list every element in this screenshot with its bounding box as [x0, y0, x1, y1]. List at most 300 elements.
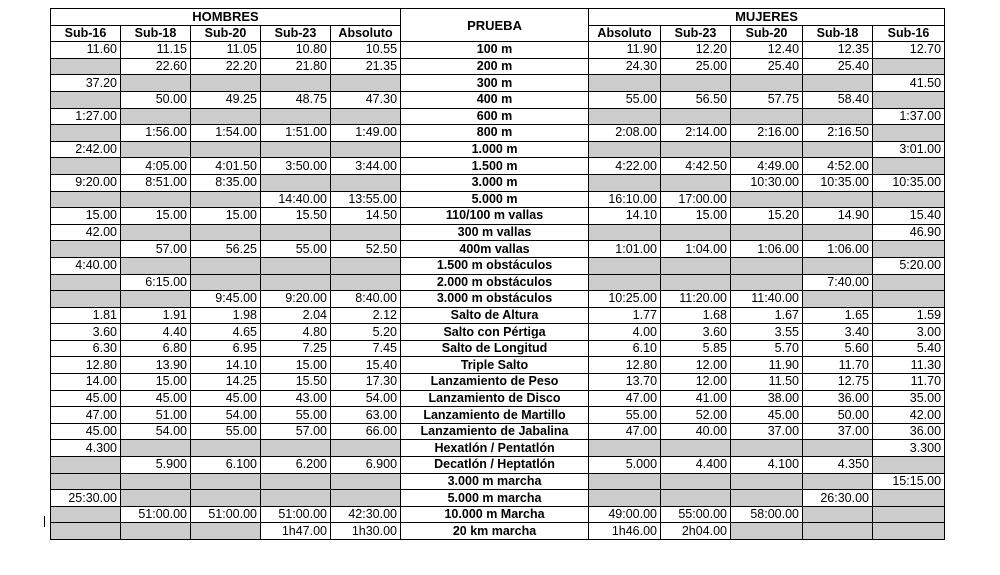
mujeres-mark-cell: 1:06.00	[803, 241, 873, 258]
mujeres-mark-cell: 12.00	[661, 357, 731, 374]
hombres-mark-cell	[331, 141, 401, 158]
hombres-mark-cell: 12.80	[51, 357, 121, 374]
hombres-mark-cell: 42.00	[51, 224, 121, 241]
mujeres-mark-cell: 11.70	[803, 357, 873, 374]
mujeres-mark-cell: 2:14.00	[661, 125, 731, 142]
mujeres-mark-cell	[873, 125, 945, 142]
mujeres-mark-cell: 36.00	[873, 423, 945, 440]
hombres-mark-cell: 25:30.00	[51, 490, 121, 507]
mujeres-mark-cell: 2:08.00	[589, 125, 661, 142]
hombres-col-sub20: Sub-20	[191, 25, 261, 42]
mujeres-mark-cell: 5.000	[589, 457, 661, 474]
mujeres-mark-cell: 5.40	[873, 340, 945, 357]
mujeres-mark-cell: 12.70	[873, 42, 945, 59]
table-row	[51, 75, 945, 92]
mujeres-mark-cell: 12.80	[589, 357, 661, 374]
mujeres-mark-cell: 2h04.00	[661, 523, 731, 540]
hombres-mark-cell	[191, 75, 261, 92]
event-name-cell: Salto de Altura	[401, 307, 589, 324]
mujeres-mark-cell: 12.40	[731, 42, 803, 59]
mujeres-mark-cell	[803, 440, 873, 457]
event-name-cell: 1.500 m	[401, 158, 589, 175]
hombres-mark-cell	[51, 473, 121, 490]
hombres-mark-cell: 1:54.00	[191, 125, 261, 142]
hombres-mark-cell	[121, 191, 191, 208]
mujeres-mark-cell: 12.75	[803, 374, 873, 391]
event-name-cell: 1.000 m	[401, 141, 589, 158]
table-row	[51, 423, 945, 440]
mujeres-mark-cell: 49:00.00	[589, 506, 661, 523]
table-row	[51, 42, 945, 59]
mujeres-mark-cell	[661, 440, 731, 457]
mujeres-mark-cell	[803, 473, 873, 490]
hombres-mark-cell	[121, 75, 191, 92]
hombres-mark-cell: 9:20.00	[51, 174, 121, 191]
event-name-cell: 110/100 m vallas	[401, 208, 589, 225]
hombres-mark-cell: 56.25	[191, 241, 261, 258]
mujeres-mark-cell: 3:01.00	[873, 141, 945, 158]
hombres-mark-cell: 51.00	[121, 407, 191, 424]
event-name-cell: 400m vallas	[401, 241, 589, 258]
hombres-mark-cell	[51, 506, 121, 523]
mujeres-mark-cell	[803, 291, 873, 308]
mujeres-mark-cell: 11.70	[873, 374, 945, 391]
mujeres-mark-cell: 56.50	[661, 91, 731, 108]
mujeres-mark-cell	[731, 75, 803, 92]
hombres-mark-cell	[51, 158, 121, 175]
mujeres-mark-cell: 11.50	[731, 374, 803, 391]
mujeres-mark-cell	[661, 490, 731, 507]
hombres-mark-cell	[191, 523, 261, 540]
mujeres-mark-cell	[731, 191, 803, 208]
hombres-mark-cell: 47.00	[51, 407, 121, 424]
mujeres-mark-cell: 47.00	[589, 390, 661, 407]
mujeres-mark-cell	[661, 108, 731, 125]
hombres-mark-cell	[261, 174, 331, 191]
mujeres-mark-cell: 5.60	[803, 340, 873, 357]
mujeres-mark-cell	[731, 490, 803, 507]
table-row	[51, 224, 945, 241]
table-row	[51, 141, 945, 158]
hombres-col-sub18: Sub-18	[121, 25, 191, 42]
table-row	[51, 125, 945, 142]
mujeres-mark-cell: 11.90	[589, 42, 661, 59]
mujeres-mark-cell: 1.59	[873, 307, 945, 324]
mujeres-mark-cell: 14.90	[803, 208, 873, 225]
mujeres-mark-cell: 4.350	[803, 457, 873, 474]
hombres-mark-cell: 22.60	[121, 58, 191, 75]
mujeres-mark-cell: 38.00	[731, 390, 803, 407]
mujeres-mark-cell: 55.00	[589, 407, 661, 424]
hombres-mark-cell	[261, 75, 331, 92]
event-name-cell: 2.000 m obstáculos	[401, 274, 589, 291]
mujeres-mark-cell: 47.00	[589, 423, 661, 440]
mujeres-mark-cell: 3.55	[731, 324, 803, 341]
mujeres-mark-cell: 1:37.00	[873, 108, 945, 125]
event-name-cell: Hexatlón / Pentatlón	[401, 440, 589, 457]
mujeres-mark-cell: 11.90	[731, 357, 803, 374]
mujeres-mark-cell: 17:00.00	[661, 191, 731, 208]
mujeres-mark-cell	[589, 108, 661, 125]
hombres-mark-cell: 13:55.00	[331, 191, 401, 208]
hombres-mark-cell: 4.65	[191, 324, 261, 341]
hombres-mark-cell: 14.00	[51, 374, 121, 391]
mujeres-mark-cell: 57.75	[731, 91, 803, 108]
hombres-mark-cell: 1h30.00	[331, 523, 401, 540]
mujeres-col-sub20: Sub-20	[731, 25, 803, 42]
mujeres-mark-cell	[661, 473, 731, 490]
hombres-mark-cell: 57.00	[261, 423, 331, 440]
mujeres-mark-cell	[873, 241, 945, 258]
mujeres-mark-cell	[661, 141, 731, 158]
mujeres-mark-cell: 15.20	[731, 208, 803, 225]
mujeres-mark-cell	[589, 473, 661, 490]
mujeres-mark-cell: 10:35.00	[803, 174, 873, 191]
mujeres-mark-cell: 1.67	[731, 307, 803, 324]
mujeres-mark-cell: 37.00	[803, 423, 873, 440]
mujeres-mark-cell: 55:00.00	[661, 506, 731, 523]
hombres-mark-cell: 66.00	[331, 423, 401, 440]
mujeres-mark-cell: 11:40.00	[731, 291, 803, 308]
hombres-mark-cell	[331, 473, 401, 490]
mujeres-mark-cell	[873, 506, 945, 523]
mujeres-mark-cell: 46.90	[873, 224, 945, 241]
mujeres-mark-cell: 25.40	[803, 58, 873, 75]
hombres-mark-cell: 11.05	[191, 42, 261, 59]
hombres-mark-cell: 5.20	[331, 324, 401, 341]
mujeres-mark-cell	[589, 274, 661, 291]
hombres-mark-cell: 6:15.00	[121, 274, 191, 291]
mujeres-mark-cell: 45.00	[731, 407, 803, 424]
mujeres-mark-cell: 41.50	[873, 75, 945, 92]
mujeres-mark-cell: 25.40	[731, 58, 803, 75]
mujeres-mark-cell	[589, 141, 661, 158]
event-name-cell: 400 m	[401, 91, 589, 108]
event-name-cell: 5.000 m	[401, 191, 589, 208]
hombres-mark-cell: 54.00	[121, 423, 191, 440]
hombres-mark-cell: 55.00	[261, 407, 331, 424]
mujeres-mark-cell	[589, 490, 661, 507]
hombres-mark-cell: 47.30	[331, 91, 401, 108]
hombres-mark-cell	[331, 224, 401, 241]
mujeres-mark-cell: 5:20.00	[873, 257, 945, 274]
mujeres-mark-cell: 1.77	[589, 307, 661, 324]
mujeres-mark-cell	[589, 440, 661, 457]
hombres-mark-cell: 42:30.00	[331, 506, 401, 523]
table-row	[51, 473, 945, 490]
mujeres-mark-cell: 1:04.00	[661, 241, 731, 258]
table-row	[51, 523, 945, 540]
hombres-mark-cell	[261, 141, 331, 158]
hombres-mark-cell: 2:42.00	[51, 141, 121, 158]
minimum-marks-table	[50, 8, 945, 540]
mujeres-mark-cell: 26:30.00	[803, 490, 873, 507]
hombres-mark-cell: 3:44.00	[331, 158, 401, 175]
hombres-mark-cell: 15.00	[51, 208, 121, 225]
mujeres-mark-cell: 13.70	[589, 374, 661, 391]
mujeres-mark-cell: 58.40	[803, 91, 873, 108]
hombres-mark-cell: 50.00	[121, 91, 191, 108]
hombres-mark-cell: 49.25	[191, 91, 261, 108]
hombres-mark-cell: 15.40	[331, 357, 401, 374]
mujeres-mark-cell	[803, 191, 873, 208]
mujeres-mark-cell	[661, 75, 731, 92]
hombres-mark-cell	[121, 257, 191, 274]
hombres-mark-cell: 4:40.00	[51, 257, 121, 274]
mujeres-mark-cell: 2:16.00	[731, 125, 803, 142]
hombres-mark-cell: 15.50	[261, 208, 331, 225]
hombres-mark-cell: 45.00	[51, 390, 121, 407]
hombres-mark-cell	[121, 141, 191, 158]
hombres-mark-cell: 5.900	[121, 457, 191, 474]
hombres-mark-cell	[51, 125, 121, 142]
marks-table-body	[51, 42, 945, 540]
event-name-cell: Triple Salto	[401, 357, 589, 374]
mujeres-mark-cell: 37.00	[731, 423, 803, 440]
event-name-cell: Lanzamiento de Jabalina	[401, 423, 589, 440]
event-name-cell: 300 m	[401, 75, 589, 92]
mujeres-mark-cell: 4.400	[661, 457, 731, 474]
hombres-mark-cell: 17.30	[331, 374, 401, 391]
event-name-cell: Salto con Pértiga	[401, 324, 589, 341]
table-row	[51, 158, 945, 175]
hombres-mark-cell: 1.81	[51, 307, 121, 324]
mujeres-mark-cell	[803, 523, 873, 540]
mujeres-mark-cell	[873, 523, 945, 540]
mujeres-mark-cell	[731, 108, 803, 125]
mujeres-mark-cell: 3.60	[661, 324, 731, 341]
hombres-mark-cell: 8:51.00	[121, 174, 191, 191]
mujeres-mark-cell: 4:49.00	[731, 158, 803, 175]
event-name-cell: Lanzamiento de Disco	[401, 390, 589, 407]
table-row	[51, 91, 945, 108]
mujeres-mark-cell: 2:16.50	[803, 125, 873, 142]
hombres-mark-cell	[261, 274, 331, 291]
mujeres-mark-cell	[803, 224, 873, 241]
hombres-mark-cell: 1:27.00	[51, 108, 121, 125]
mujeres-mark-cell: 24.30	[589, 58, 661, 75]
hombres-mark-cell: 51:00.00	[261, 506, 331, 523]
mujeres-mark-cell: 52.00	[661, 407, 731, 424]
mujeres-mark-cell: 1.68	[661, 307, 731, 324]
hombres-mark-cell: 6.80	[121, 340, 191, 357]
mujeres-mark-cell	[731, 274, 803, 291]
hombres-mark-cell	[121, 523, 191, 540]
hombres-mark-cell: 4:05.00	[121, 158, 191, 175]
mujeres-mark-cell: 11:20.00	[661, 291, 731, 308]
event-name-cell: 300 m vallas	[401, 224, 589, 241]
mujeres-col-sub23: Sub-23	[661, 25, 731, 42]
table-row	[51, 208, 945, 225]
mujeres-mark-cell	[731, 523, 803, 540]
hombres-col-sub16: Sub-16	[51, 25, 121, 42]
mujeres-mark-cell: 5.85	[661, 340, 731, 357]
mujeres-mark-cell	[661, 274, 731, 291]
mujeres-mark-cell	[731, 440, 803, 457]
hombres-mark-cell: 9:20.00	[261, 291, 331, 308]
hombres-mark-cell: 15.00	[191, 208, 261, 225]
mujeres-mark-cell: 10:25.00	[589, 291, 661, 308]
mujeres-mark-cell: 10:35.00	[873, 174, 945, 191]
hombres-mark-cell: 63.00	[331, 407, 401, 424]
mujeres-mark-cell: 4:22.00	[589, 158, 661, 175]
table-row	[51, 457, 945, 474]
hombres-mark-cell: 1.91	[121, 307, 191, 324]
hombres-mark-cell	[51, 241, 121, 258]
hombres-mark-cell: 7.25	[261, 340, 331, 357]
mujeres-mark-cell	[873, 58, 945, 75]
hombres-mark-cell: 6.900	[331, 457, 401, 474]
mujeres-mark-cell: 15.00	[661, 208, 731, 225]
hombres-mark-cell: 45.00	[51, 423, 121, 440]
mujeres-mark-cell	[873, 291, 945, 308]
hombres-mark-cell	[191, 141, 261, 158]
table-row	[51, 108, 945, 125]
hombres-mark-cell: 22.20	[191, 58, 261, 75]
hombres-mark-cell: 54.00	[331, 390, 401, 407]
mujeres-mark-cell	[803, 75, 873, 92]
hombres-mark-cell: 54.00	[191, 407, 261, 424]
mujeres-mark-cell: 12.00	[661, 374, 731, 391]
table-row	[51, 58, 945, 75]
mujeres-mark-cell	[803, 108, 873, 125]
mujeres-mark-cell	[661, 174, 731, 191]
hombres-mark-cell	[191, 224, 261, 241]
hombres-mark-cell: 11.15	[121, 42, 191, 59]
hombres-mark-cell: 1:56.00	[121, 125, 191, 142]
event-name-cell: 20 km marcha	[401, 523, 589, 540]
hombres-mark-cell: 7.45	[331, 340, 401, 357]
hombres-mark-cell: 14.50	[331, 208, 401, 225]
mujeres-mark-cell: 4:52.00	[803, 158, 873, 175]
hombres-mark-cell	[261, 224, 331, 241]
minimum-marks-sheet	[50, 8, 945, 540]
hombres-mark-cell	[51, 523, 121, 540]
mujeres-mark-cell: 10:30.00	[731, 174, 803, 191]
mujeres-group-header: MUJERES	[589, 9, 945, 26]
mujeres-mark-cell: 1h46.00	[589, 523, 661, 540]
mujeres-mark-cell	[661, 224, 731, 241]
mujeres-mark-cell: 1:06.00	[731, 241, 803, 258]
hombres-mark-cell	[331, 108, 401, 125]
hombres-mark-cell: 37.20	[51, 75, 121, 92]
hombres-mark-cell: 2.12	[331, 307, 401, 324]
hombres-mark-cell: 48.75	[261, 91, 331, 108]
mujeres-col-sub16: Sub-16	[873, 25, 945, 42]
mujeres-mark-cell: 36.00	[803, 390, 873, 407]
hombres-mark-cell: 13.90	[121, 357, 191, 374]
mujeres-mark-cell: 42.00	[873, 407, 945, 424]
mujeres-mark-cell: 41.00	[661, 390, 731, 407]
hombres-mark-cell	[191, 274, 261, 291]
hombres-mark-cell	[121, 291, 191, 308]
hombres-mark-cell	[51, 58, 121, 75]
mujeres-mark-cell: 15.40	[873, 208, 945, 225]
mujeres-mark-cell	[873, 274, 945, 291]
hombres-mark-cell	[121, 473, 191, 490]
mujeres-mark-cell	[731, 141, 803, 158]
hombres-mark-cell: 57.00	[121, 241, 191, 258]
table-row	[51, 257, 945, 274]
hombres-mark-cell	[331, 257, 401, 274]
table-row	[51, 324, 945, 341]
hombres-mark-cell: 15.00	[121, 208, 191, 225]
mujeres-mark-cell: 6.10	[589, 340, 661, 357]
table-row	[51, 407, 945, 424]
mujeres-mark-cell: 5.70	[731, 340, 803, 357]
table-row	[51, 390, 945, 407]
table-row	[51, 357, 945, 374]
mujeres-mark-cell: 3.40	[803, 324, 873, 341]
hombres-mark-cell	[191, 473, 261, 490]
hombres-mark-cell: 14.10	[191, 357, 261, 374]
hombres-mark-cell: 11.60	[51, 42, 121, 59]
table-row	[51, 274, 945, 291]
table-row	[51, 440, 945, 457]
hombres-mark-cell: 6.200	[261, 457, 331, 474]
hombres-mark-cell	[121, 108, 191, 125]
hombres-mark-cell: 45.00	[191, 390, 261, 407]
event-name-cell: 600 m	[401, 108, 589, 125]
table-row	[51, 174, 945, 191]
mujeres-mark-cell	[873, 158, 945, 175]
mujeres-mark-cell: 25.00	[661, 58, 731, 75]
event-name-cell: Decatlón / Heptatlón	[401, 457, 589, 474]
hombres-mark-cell	[51, 291, 121, 308]
mujeres-mark-cell: 16:10.00	[589, 191, 661, 208]
hombres-mark-cell	[121, 490, 191, 507]
hombres-mark-cell	[331, 174, 401, 191]
mujeres-mark-cell: 40.00	[661, 423, 731, 440]
hombres-mark-cell	[121, 440, 191, 457]
event-name-cell: 800 m	[401, 125, 589, 142]
hombres-mark-cell	[191, 108, 261, 125]
hombres-mark-cell: 55.00	[261, 241, 331, 258]
hombres-mark-cell: 45.00	[121, 390, 191, 407]
hombres-mark-cell	[191, 490, 261, 507]
hombres-mark-cell: 55.00	[191, 423, 261, 440]
hombres-mark-cell: 8:35.00	[191, 174, 261, 191]
hombres-mark-cell	[51, 274, 121, 291]
mujeres-mark-cell	[731, 224, 803, 241]
hombres-mark-cell	[51, 91, 121, 108]
hombres-mark-cell: 1.98	[191, 307, 261, 324]
event-name-cell: Salto de Longitud	[401, 340, 589, 357]
mujeres-mark-cell	[731, 473, 803, 490]
hombres-mark-cell	[331, 274, 401, 291]
mujeres-mark-cell: 3.00	[873, 324, 945, 341]
hombres-mark-cell	[51, 457, 121, 474]
hombres-mark-cell	[331, 440, 401, 457]
mujeres-mark-cell	[589, 174, 661, 191]
table-row	[51, 506, 945, 523]
mujeres-mark-cell	[589, 75, 661, 92]
hombres-mark-cell: 21.35	[331, 58, 401, 75]
mujeres-mark-cell: 7:40.00	[803, 274, 873, 291]
hombres-mark-cell	[331, 490, 401, 507]
hombres-mark-cell: 6.95	[191, 340, 261, 357]
mujeres-mark-cell	[589, 257, 661, 274]
hombres-mark-cell	[331, 75, 401, 92]
mujeres-mark-cell: 12.35	[803, 42, 873, 59]
mujeres-mark-cell: 58:00.00	[731, 506, 803, 523]
event-name-cell: 3.000 m	[401, 174, 589, 191]
hombres-mark-cell: 6.30	[51, 340, 121, 357]
mujeres-mark-cell: 50.00	[803, 407, 873, 424]
event-name-cell: 3.000 m marcha	[401, 473, 589, 490]
hombres-mark-cell: 6.100	[191, 457, 261, 474]
hombres-mark-cell: 9:45.00	[191, 291, 261, 308]
